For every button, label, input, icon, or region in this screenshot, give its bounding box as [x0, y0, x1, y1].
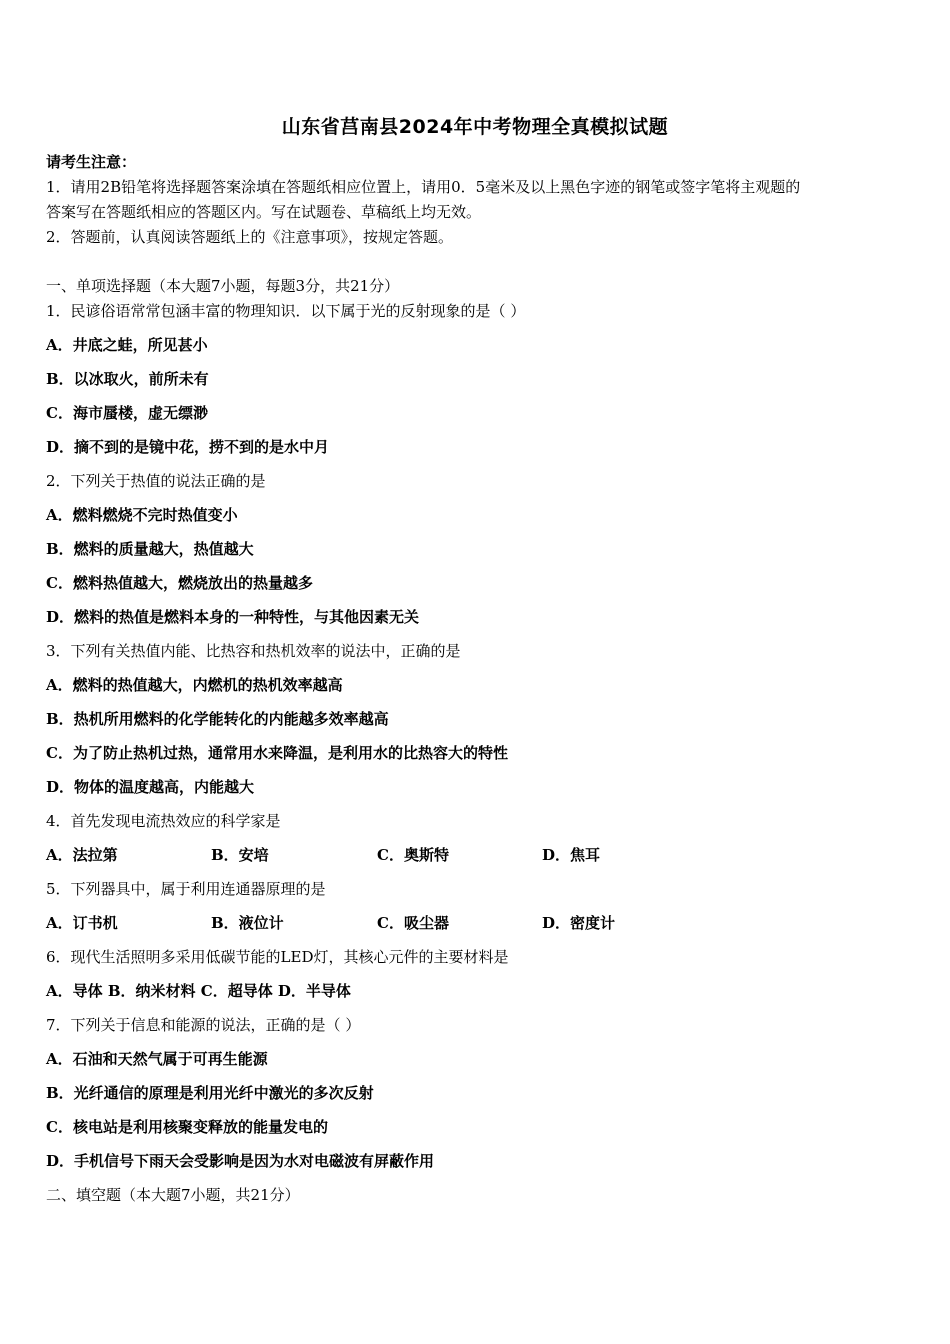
notice-line-1-cont: 答案写在答题纸相应的答题区内。写在试题卷、草稿纸上均无效。	[46, 203, 482, 221]
notice-line-1: 1．请用2B铅笔将选择题答案涂填在答题纸相应位置上，请用0．5毫米及以上黑色字迹的钢笔或签字笔将主观题的	[46, 178, 801, 196]
question-5-option-c: C．吸尘器	[377, 914, 449, 932]
question-3-option-b: B．热机所用燃料的化学能转化的内能越多效率越高	[46, 710, 389, 728]
question-2-option-a: A．燃料燃烧不完时热值变小	[46, 506, 238, 524]
question-3-stem: 3．下列有关热值内能、比热容和热机效率的说法中，正确的是	[46, 642, 461, 660]
question-4-stem: 4．首先发现电流热效应的科学家是	[46, 812, 281, 830]
notice-line-2: 2．答题前，认真阅读答题纸上的《注意事项》，按规定答题。	[46, 228, 454, 246]
question-2-option-c: C．燃料热值越大，燃烧放出的热量越多	[46, 574, 313, 592]
question-4-option-a: A．法拉第	[46, 846, 118, 864]
question-1-option-b: B．以冰取火，前所未有	[46, 370, 209, 388]
question-4-option-c: C．奥斯特	[377, 846, 449, 864]
question-3-option-d: D．物体的温度越高，内能越大	[46, 778, 255, 796]
question-6-stem: 6．现代生活照明多采用低碳节能的LED灯，其核心元件的主要材料是	[46, 948, 509, 966]
question-1-option-d: D．摘不到的是镜中花，捞不到的是水中月	[46, 438, 330, 456]
question-5-option-d: D．密度计	[542, 914, 616, 932]
question-5-option-a: A．订书机	[46, 914, 118, 932]
notice-heading: 请考生注意：	[46, 153, 137, 171]
question-1-option-a: A．井底之蛙，所见甚小	[46, 336, 208, 354]
question-2-option-d: D．燃料的热值是燃料本身的一种特性，与其他因素无关	[46, 608, 420, 626]
page-title: 山东省莒南县2024年中考物理全真模拟试题	[281, 116, 669, 138]
question-6-options: A．导体 B．纳米材料 C．超导体 D．半导体	[46, 982, 351, 1000]
question-2-stem: 2．下列关于热值的说法正确的是	[46, 472, 266, 490]
question-5-stem: 5．下列器具中，属于利用连通器原理的是	[46, 880, 326, 898]
question-2-option-b: B．燃料的质量越大，热值越大	[46, 540, 254, 558]
question-7-option-a: A．石油和天然气属于可再生能源	[46, 1050, 268, 1068]
question-7-option-d: D．手机信号下雨天会受影响是因为水对电磁波有屏蔽作用	[46, 1152, 435, 1170]
question-5-option-b: B．液位计	[211, 914, 284, 932]
question-7-stem: 7．下列关于信息和能源的说法，正确的是（ ）	[46, 1016, 361, 1034]
question-4-option-b: B．安培	[211, 846, 269, 864]
question-3-option-a: A．燃料的热值越大，内燃机的热机效率越高	[46, 676, 343, 694]
question-7-option-c: C．核电站是利用核聚变释放的能量发电的	[46, 1118, 328, 1136]
question-7-option-b: B．光纤通信的原理是利用光纤中激光的多次反射	[46, 1084, 374, 1102]
question-1-stem: 1．民谚俗语常常包涵丰富的物理知识．以下属于光的反射现象的是（ ）	[46, 302, 526, 320]
section-1-heading: 一、单项选择题（本大题7小题，每题3分，共21分）	[46, 277, 400, 295]
question-4-option-d: D．焦耳	[542, 846, 601, 864]
question-1-option-c: C．海市蜃楼，虚无缥渺	[46, 404, 208, 422]
section-2-heading: 二、填空题（本大题7小题，共21分）	[46, 1186, 300, 1204]
question-3-option-c: C．为了防止热机过热，通常用水来降温，是利用水的比热容大的特性	[46, 744, 508, 762]
